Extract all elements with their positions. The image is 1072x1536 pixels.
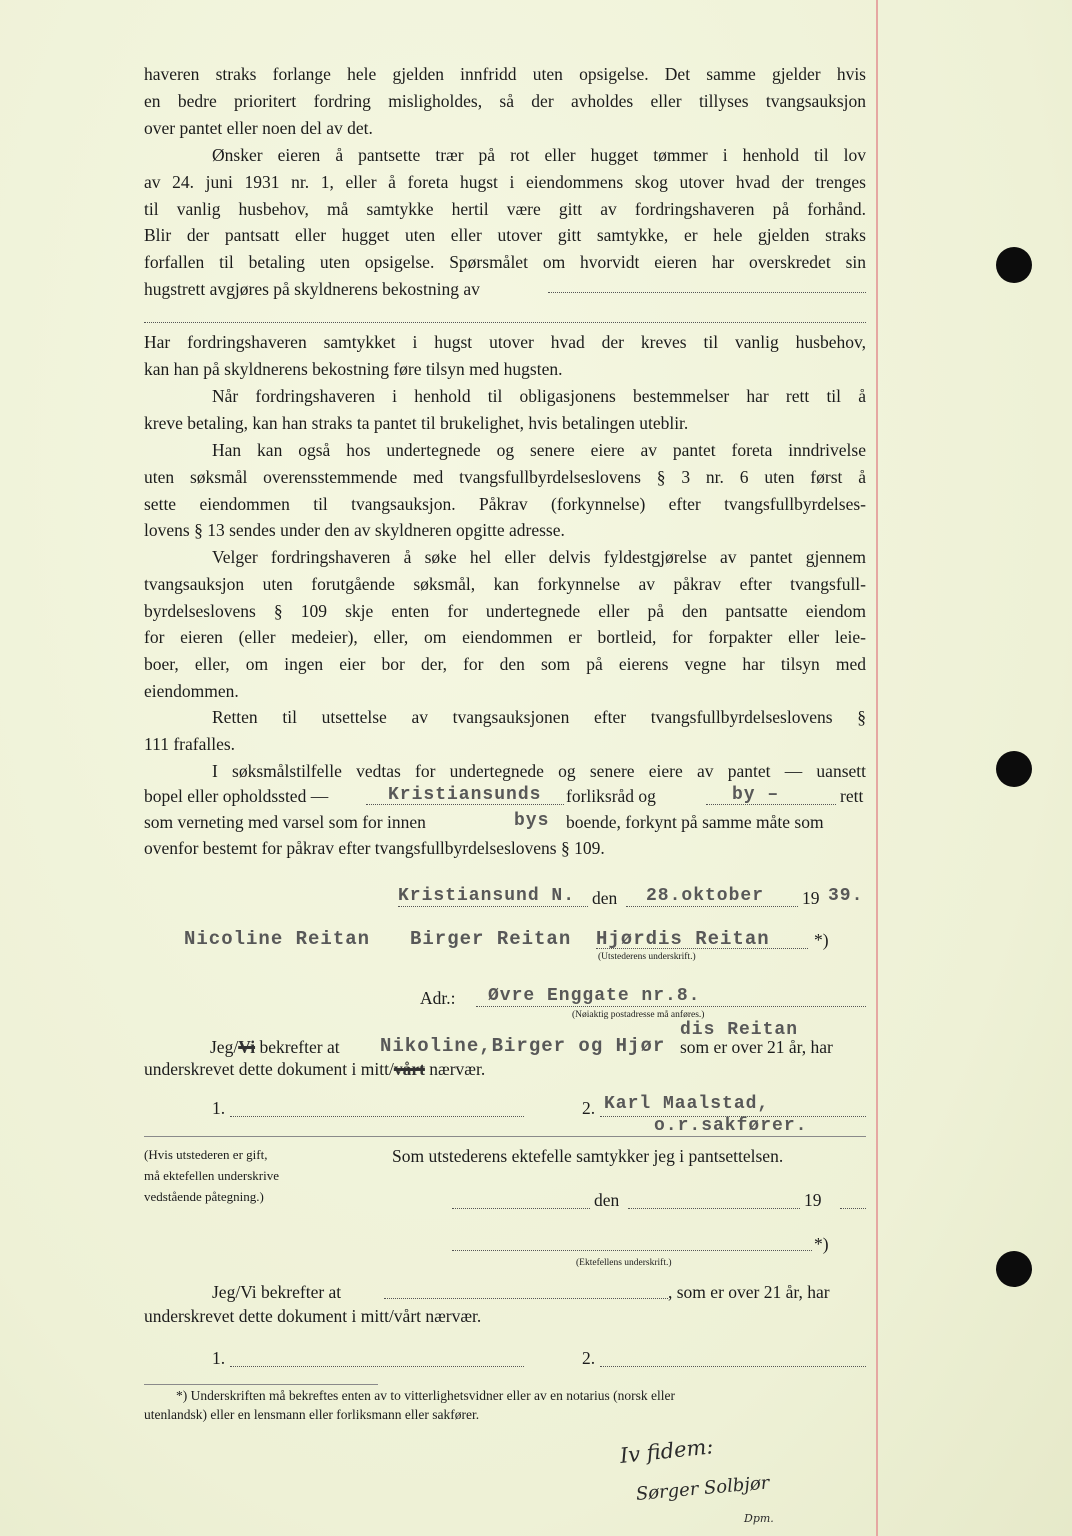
signer-name: Nicoline Reitan <box>184 928 371 950</box>
venue-prefix: bopel eller opholdssted — <box>144 786 329 806</box>
witness-number: 2. <box>582 1098 596 1118</box>
signing-year: 39. <box>828 886 864 906</box>
blank-line <box>144 322 866 323</box>
witness-names: Nikoline,Birger og Hjør <box>380 1035 666 1057</box>
spouse-note: (Hvis utstederen er gift, må ektefellen underskrive vedstående påtegning.) <box>144 1147 279 1204</box>
footnote-line: utenlandsk) eller en lensmann eller forliksmann eller sakfører. <box>144 1407 480 1422</box>
signer-name: Birger Reitan <box>410 928 572 950</box>
paragraph-1: haveren straks forlange hele gjelden innfridd uten opsigelse. Det samme gjelder hvis en bedre prioritert fordring misligholdes, så der avholdes eller tillyses tvangsauksjon over pantet eller noen del av det. <box>144 64 866 138</box>
verneting-closing: ovenfor bestemt for påkrav efter tvangsfullbyrdelseslovens § 109. <box>144 838 605 858</box>
blank-line <box>626 906 798 907</box>
verneting-line: som verneting med varsel som for innen <box>144 812 426 832</box>
signature-line <box>230 1366 524 1367</box>
date-den-label: den <box>592 888 618 908</box>
section-divider <box>144 1136 866 1137</box>
paragraph-betaling: Når fordringshaveren i henhold til obligasjonens bestemmelser har rett til å kreve betaling, kan han straks ta pantet til brukelighet, hvis betalingen uteblir. <box>144 386 866 433</box>
footnote-marker: *) <box>814 1234 829 1254</box>
blank-line <box>548 292 866 293</box>
blank-line <box>398 906 588 907</box>
struck-text: Vi <box>238 1037 256 1057</box>
year-prefix: 19 <box>802 888 820 908</box>
verneting-city: bys <box>514 811 550 831</box>
spouse-consent: Som utstederens ektefelle samtykker jeg i pantsettelsen. <box>392 1146 784 1166</box>
document-page: haveren straks forlange hele gjelden innfridd uten opsigelse. Det samme gjelder hvis en bedre prioritert fordring misligholdes, så der avholdes eller tillyses tvangsauksjon over pantet eller noen del av det. Ønsker eieren å pantsette trær på rot eller hugget tømmer i henhold til lov av 24. juni 1931 nr. 1, eller å foreta hugst i eiendommens skog utover hvad der trenges til vanlig husbehov, må samtykke hertil være gitt av fordringshaveren på forhånd. Blir der pantsatt eller hugget uten eller utover gitt samtykke, er hele gjelden straks forfallen til betaling uten opsigelse. Spørsmålet om hvorvidt eieren har overskredet sin hugstrett avgjøres på skyldnerens bekostning av Har fordringshaveren samtykket i hugst utover hvad der kreves til vanlig husbehov, kan han på skyldnerens bekostning føre tilsyn med hugsten. Når fordringshaveren i henhold til obligasjonens bestemmelser har rett til å kreve betaling, kan han straks ta pantet til brukelighet, hvis betalingen uteblir. Han kan også hos undertegnede og senere eiere av pantet foreta inndrivelse uten søksmål overensstemmende med tvangsfullbyrdelseslovens § 3 nr. 6 uten først å sette eiendommen til tvangsauksjon. Påkrav (forkynnelse) efter tvangsfullbyrdelses- lovens § 13 sendes under den av skyldneren opgitte adresse. Velger fordringshaveren å søke hel eller delvis fyldestgjørelse av pantet gjennem tvangsauksjon uten forutgående søksmål, kan forkynnelse av påkrav efter tvangsfull- byrdelseslovens § 109 skje enten for undertegnede eller på den pantsatte eiendom for eieren (eller medeier), eller, om eiendommen er bortleid, for forpakter eller leie- boer, eller, om ingen eier bor der, for den som på eierens vegne har tilsyn med eiendommen. Retten til utsettelse av tvangsauksjonen efter tvangsfullbyrdelseslovens § 111 frafalles. I søksmålstilfelle vedtas for undertegnede og senere eiere av pantet — uansett bopel eller opholdssted — Kristiansunds forliksråd og by – rett som verneting med varsel som for innen bys boende, forkynt på samme måte som ovenfor bestemt for påkrav efter tvangsfullbyrdelseslovens § 109. Kristiansund N. den 28.oktober 19 39. Nicoline Reitan Birger Reitan Hjørdis Reitan *) (Utstederens underskrift.) Adr.: Øvre Enggate nr.8. (Nøiaktig postadresse må anføres.) dis Reitan Jeg/Vi bekrefter at Nikoline,Birger og Hjør som er over 21 år, har underskrevet dette dokument i mitt/vårt nærvær. 1. 2. Karl Maalstad, o.r.sakfører. (Hvis utstederen er gift, må ektefellen underskrive vedstående påtegning.) Som utstederens ektefelle samtykker jeg i pantsettelsen. den 19 *) (Ektefellens underskrift.) Jeg/Vi bekrefter at , som er over 21 år, har underskrevet dette dokument i mitt/vårt nærvær. 1. 2. *) Underskriften må bekreftes enten av to vitterlighetsvidner eller av en notarius (norsk eller utenlandsk) eller en lensmann eller forliksmann eller sakfører. Iv fidem: Sørger Solbjør Dpm. <box>0 0 1072 1536</box>
witness2-line-1-end: , som er over 21 år, har <box>668 1282 830 1302</box>
paragraph-hugst: Ønsker eieren å pantsette trær på rot eller hugget tømmer i henhold til lov av 24. juni 1931 nr. 1, eller å foreta hugst i eiendommens skog utover hvad der trenges til vanlig husbehov, må samtykke hertil være gitt av fordringshaveren på forhånd. Blir der pantsatt eller hugget uten eller utover gitt samtykke, er hele gjelden straks forfallen til betaling uten opsigelse. Spørsmålet om hvorvidt eieren har overskredet sin hugstrett avgjøres på skyldnerens bekostning av <box>144 145 866 299</box>
footnote-marker: *) <box>814 930 829 950</box>
verneting-line-end: boende, forkynt på samme måte som <box>566 812 824 832</box>
venue-city: Kristiansunds <box>388 785 542 805</box>
blank-line <box>452 1208 590 1209</box>
witness-number: 2. <box>582 1348 596 1368</box>
paragraph-utsettelse: Retten til utsettelse av tvangsauksjonen efter tvangsfullbyrdelseslovens § 111 frafalles. <box>144 707 866 754</box>
witness-number: 1. <box>212 1348 226 1368</box>
signing-date: 28.oktober <box>646 886 765 906</box>
witness-title: o.r.sakfører. <box>654 1116 808 1136</box>
spouse-year-prefix: 19 <box>804 1190 822 1210</box>
witness-names-continued: dis Reitan <box>680 1020 799 1040</box>
witness-line-1: Jeg/Vi bekrefter at <box>210 1037 340 1057</box>
struck-text: vårt <box>393 1059 425 1079</box>
spouse-date-label: den <box>594 1190 620 1210</box>
margin-rule <box>876 0 878 1536</box>
address-value: Øvre Enggate nr.8. <box>488 986 701 1006</box>
signing-place: Kristiansund N. <box>398 886 576 906</box>
venue-suffix: rett <box>840 786 864 806</box>
signer-caption: (Utstederens underskrift.) <box>598 952 696 962</box>
paragraph-inndrivelse: Han kan også hos undertegnede og senere eiere av pantet foreta inndrivelse uten søksmål overensstemmende med tvangsfullbyrdelseslovens § 3 nr. 6 uten først å sette eiendommen til tvangsauksjon. Påkrav (forkynnelse) efter tvangsfullbyrdelses- lovens § 13 sendes under den av skyldneren opgitte adresse. <box>144 440 866 541</box>
signer-name: Hjørdis Reitan <box>596 928 770 950</box>
witness-line-1-end: som er over 21 år, har <box>680 1037 833 1057</box>
blank-line <box>628 1208 800 1209</box>
witness-number: 1. <box>212 1098 226 1118</box>
witness2-line-2: underskrevet dette dokument i mitt/vårt nærvær. <box>144 1306 482 1326</box>
signature-line <box>452 1250 812 1251</box>
paragraph-tilsyn: Har fordringshaveren samtykket i hugst utover hvad der kreves til vanlig husbehov, kan han på skyldnerens bekostning føre tilsyn med hugsten. <box>144 332 866 379</box>
binder-hole <box>996 751 1032 787</box>
witness-line-2: underskrevet dette dokument i mitt/vårt nærvær. <box>144 1059 486 1079</box>
address-label: Adr.: <box>420 988 456 1008</box>
footnote-divider <box>144 1384 378 1385</box>
binder-hole <box>996 247 1032 283</box>
blank-line <box>840 1208 866 1209</box>
signature-line <box>596 948 808 949</box>
paragraph-verneting: I søksmålstilfelle vedtas for undertegnede og senere eiere av pantet — uansett <box>212 761 866 781</box>
signature-line <box>230 1116 524 1117</box>
venue-mid: forliksråd og <box>566 786 656 806</box>
witness-name: Karl Maalstad, <box>604 1094 770 1114</box>
paragraph-tvangsauksjon: Velger fordringshaveren å søke hel eller delvis fyldestgjørelse av pantet gjennem tvangsauksjon uten forutgående søksmål, kan forkynnelse av påkrav efter tvangsfull- byrdelseslovens § 109 skje enten for undertegnede eller på den pantsatte eiendom for eieren (eller medeier), eller, om eiendommen er bortleid, for forpakter eller leie- boer, eller, om ingen eier bor der, for den som på eierens vegne har tilsyn med eiendommen. <box>144 547 866 701</box>
blank-line <box>476 1006 866 1007</box>
blank-line <box>384 1298 668 1299</box>
witness2-line-1: Jeg/Vi bekrefter at <box>212 1282 342 1302</box>
venue-court: by – <box>732 785 780 805</box>
binder-hole <box>996 1251 1032 1287</box>
signature-line <box>600 1366 866 1367</box>
footnote-line: *) Underskriften må bekreftes enten av to vitterlighetsvidner eller av en notarius (norsk eller <box>176 1388 675 1403</box>
spouse-caption: (Ektefellens underskrift.) <box>576 1258 672 1268</box>
address-caption: (Nøiaktig postadresse må anføres.) <box>572 1010 705 1020</box>
